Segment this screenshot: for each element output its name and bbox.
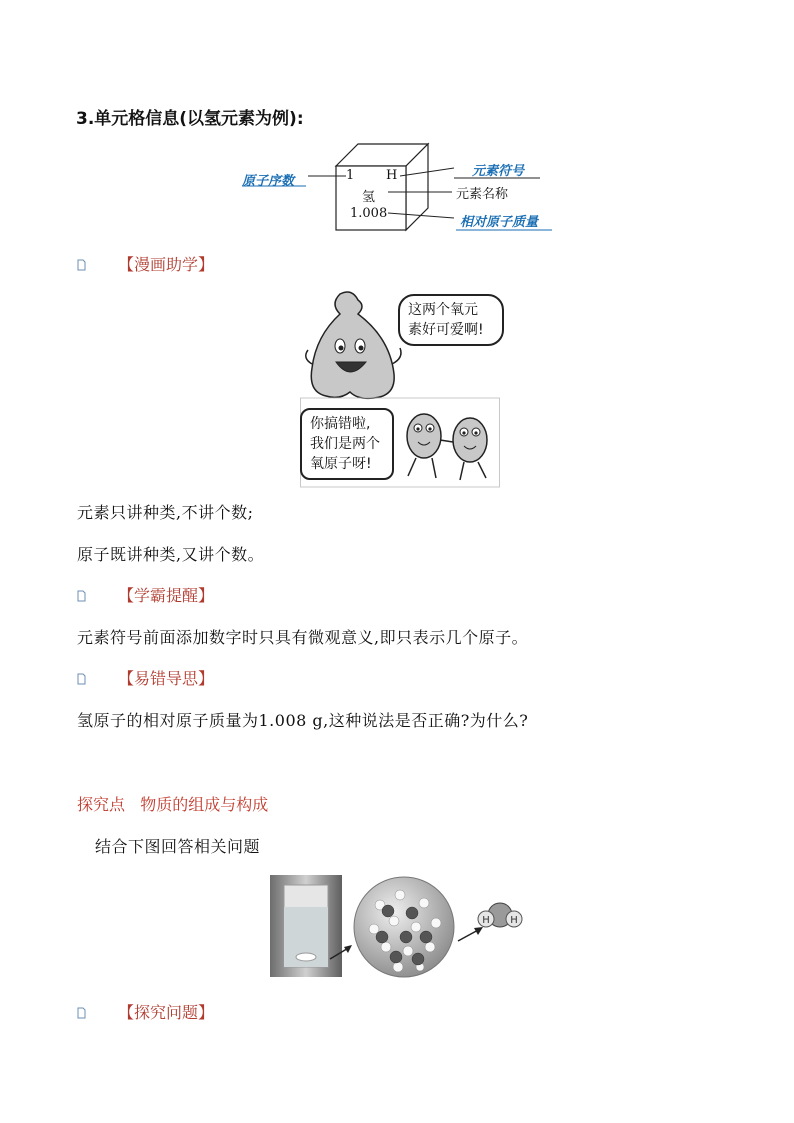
atomic-number: 1 [346, 168, 355, 183]
reminder-heading-row [77, 587, 86, 606]
element-kind-text: 元素只讲种类,不讲个数; [77, 503, 254, 522]
mistake-heading-row [77, 670, 86, 689]
page-marker-icon [77, 259, 86, 271]
mistake-heading: 【易错导思】 [118, 669, 215, 688]
water-figure [270, 875, 530, 979]
reminder-heading: 【学霸提醒】 [118, 586, 215, 605]
molecule-h-left: H [482, 915, 490, 926]
bubble-bottom-line-2: 我们是两个 [310, 436, 380, 452]
atom-kind-text: 原子既讲种类,又讲个数。 [77, 545, 265, 564]
label-element-symbol: 元素符号 [472, 164, 525, 179]
bubble-top-line-2: 素好可爱啊! [408, 322, 484, 338]
molecule-h-right: H [510, 915, 518, 926]
page-marker-icon [77, 1007, 86, 1019]
speech-bubble-bottom [300, 408, 394, 480]
bubble-top-line-1: 这两个氧元 [408, 302, 478, 318]
bubble-bottom-line-3: 氧原子呀! [310, 456, 372, 472]
page-marker-icon [77, 590, 86, 602]
atomic-mass: 1.008 [350, 206, 388, 221]
element-symbol: H [386, 168, 398, 183]
explore-title: 探究点 物质的组成与构成 [77, 795, 269, 814]
speech-bubble-top [398, 294, 504, 346]
water-figure-svg [270, 875, 530, 979]
element-cell-diagram [240, 140, 560, 232]
label-element-name: 元素名称 [456, 187, 509, 202]
section-title: 3.单元格信息(以氢元素为例): [76, 109, 304, 129]
page-marker-icon [77, 673, 86, 685]
reminder-text: 元素符号前面添加数字时只具有微观意义,即只表示几个原子。 [77, 628, 529, 647]
comic-heading-row [77, 254, 86, 273]
mistake-text: 氢原子的相对原子质量为1.008 g,这种说法是否正确?为什么? [77, 711, 529, 730]
question-heading: 【探究问题】 [118, 1003, 215, 1022]
label-atomic-number: 原子序数 [242, 174, 295, 189]
comic-heading: 【漫画助学】 [118, 255, 215, 274]
bubble-bottom-line-1: 你搞错啦, [310, 416, 371, 432]
comic-illustration [300, 288, 500, 488]
label-atomic-mass: 相对原子质量 [460, 215, 539, 230]
question-heading-row [77, 1004, 86, 1023]
element-name: 氢 [362, 190, 376, 205]
explore-instruction: 结合下图回答相关问题 [95, 837, 261, 856]
